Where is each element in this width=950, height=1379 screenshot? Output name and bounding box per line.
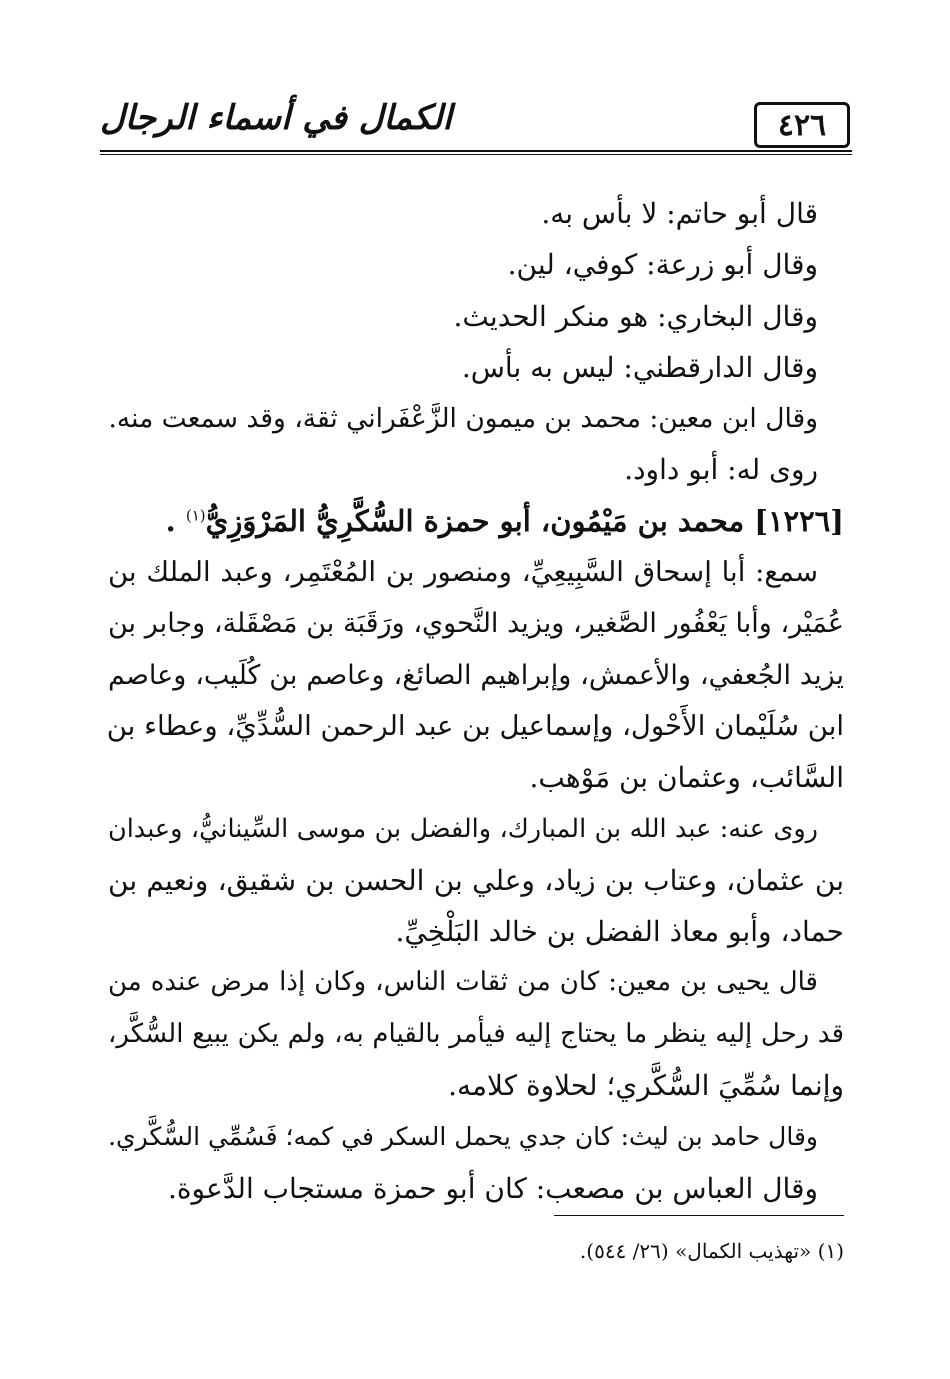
header-rule-thin — [100, 154, 852, 155]
text-line: وقال ابن معين: محمد بن ميمون الزَّعْفَراني ثقة، وقد سمعت منه. — [108, 403, 818, 435]
text-line: وقال العباس بن مصعب: كان أبو حمزة مستجاب الدَّعوة. — [167, 1171, 818, 1205]
text-line: السَّائب، وعثمان بن مَوْهب. — [529, 761, 844, 795]
footnote-separator — [554, 1215, 844, 1216]
text-line: قال يحيى بن معين: كان من ثقات الناس، وكان إذا مرض عنده من — [108, 967, 818, 998]
book-title: الكمال في أسماء الرجال — [100, 98, 452, 138]
footnote: (١) «تهذيب الكمال» (٢٦/ ٥٤٤). — [579, 1239, 844, 1263]
page-number: ٤٢٦ — [754, 102, 850, 148]
page-header — [100, 92, 850, 156]
footnotes — [104, 1236, 844, 1266]
text-line: قال أبو حاتم: لا بأس به. — [541, 197, 818, 230]
text-line: عُمَيْر، وأبا يَعْفُور الصَّغير، ويزيد النَّحوي، ورَقَبَة بن مَصْقَلة، وجابر بن — [108, 608, 844, 640]
text-line: سمع: أبا إسحاق السَّبِيعِيِّ، ومنصور بن المُعْتَمِر، وعبد الملك بن — [108, 556, 818, 589]
text-line: وقال أبو زرعة: كوفي، لين. — [507, 248, 818, 282]
text-line: بن عثمان، وعتاب بن زياد، وعلي بن الحسن بن شقيق، ونعيم بن — [108, 863, 844, 897]
text-line: ابن سُلَيْمان الأَحْول، وإسماعيل بن عبد الرحمن السُّدِّيِّ، وعطاء بن — [106, 709, 844, 742]
text-line: روى عنه: عبد الله بن المبارك، والفضل بن موسى السِّينانيُّ، وعبدان — [108, 813, 818, 844]
header-rule — [100, 150, 852, 152]
page-body — [108, 188, 844, 1214]
text-line: يزيد الجُعفي، والأعمش، وإبراهيم الصائغ، وعاصم بن كُلَيب، وعاصم — [108, 659, 844, 691]
text-line: وقال الدارقطني: ليس به بأس. — [461, 350, 818, 384]
text-line: حماد، وأبو معاذ الفضل بن خالد البَلْخِيِّ. — [395, 915, 844, 949]
entry-heading-end: . — [165, 503, 176, 538]
entry-heading-text: [١٢٢٦] محمد بن مَيْمُون، أبو حمزة السُّكَّرِيُّ المَرْوَزِيُّ — [205, 503, 844, 538]
entry-heading — [108, 496, 844, 547]
text-line: روى له: أبو داود. — [624, 453, 818, 487]
footnote-marker: (١) — [185, 506, 206, 525]
text-line: وقال حامد بن ليث: كان جدي يحمل السكر في كمه؛ فَسُمِّي السُّكَّري. — [108, 1122, 818, 1152]
text-line: قد رحل إليه ينظر ما يحتاج إليه فيأمر بالقيام به، ولم يكن يبيع السُّكَّر، — [108, 1018, 844, 1049]
text-line: وإنما سُمِّيَ السُّكَّري؛ لحلاوة كلامه. — [448, 1069, 844, 1103]
text-line: وقال البخاري: هو منكر الحديث. — [453, 299, 818, 333]
